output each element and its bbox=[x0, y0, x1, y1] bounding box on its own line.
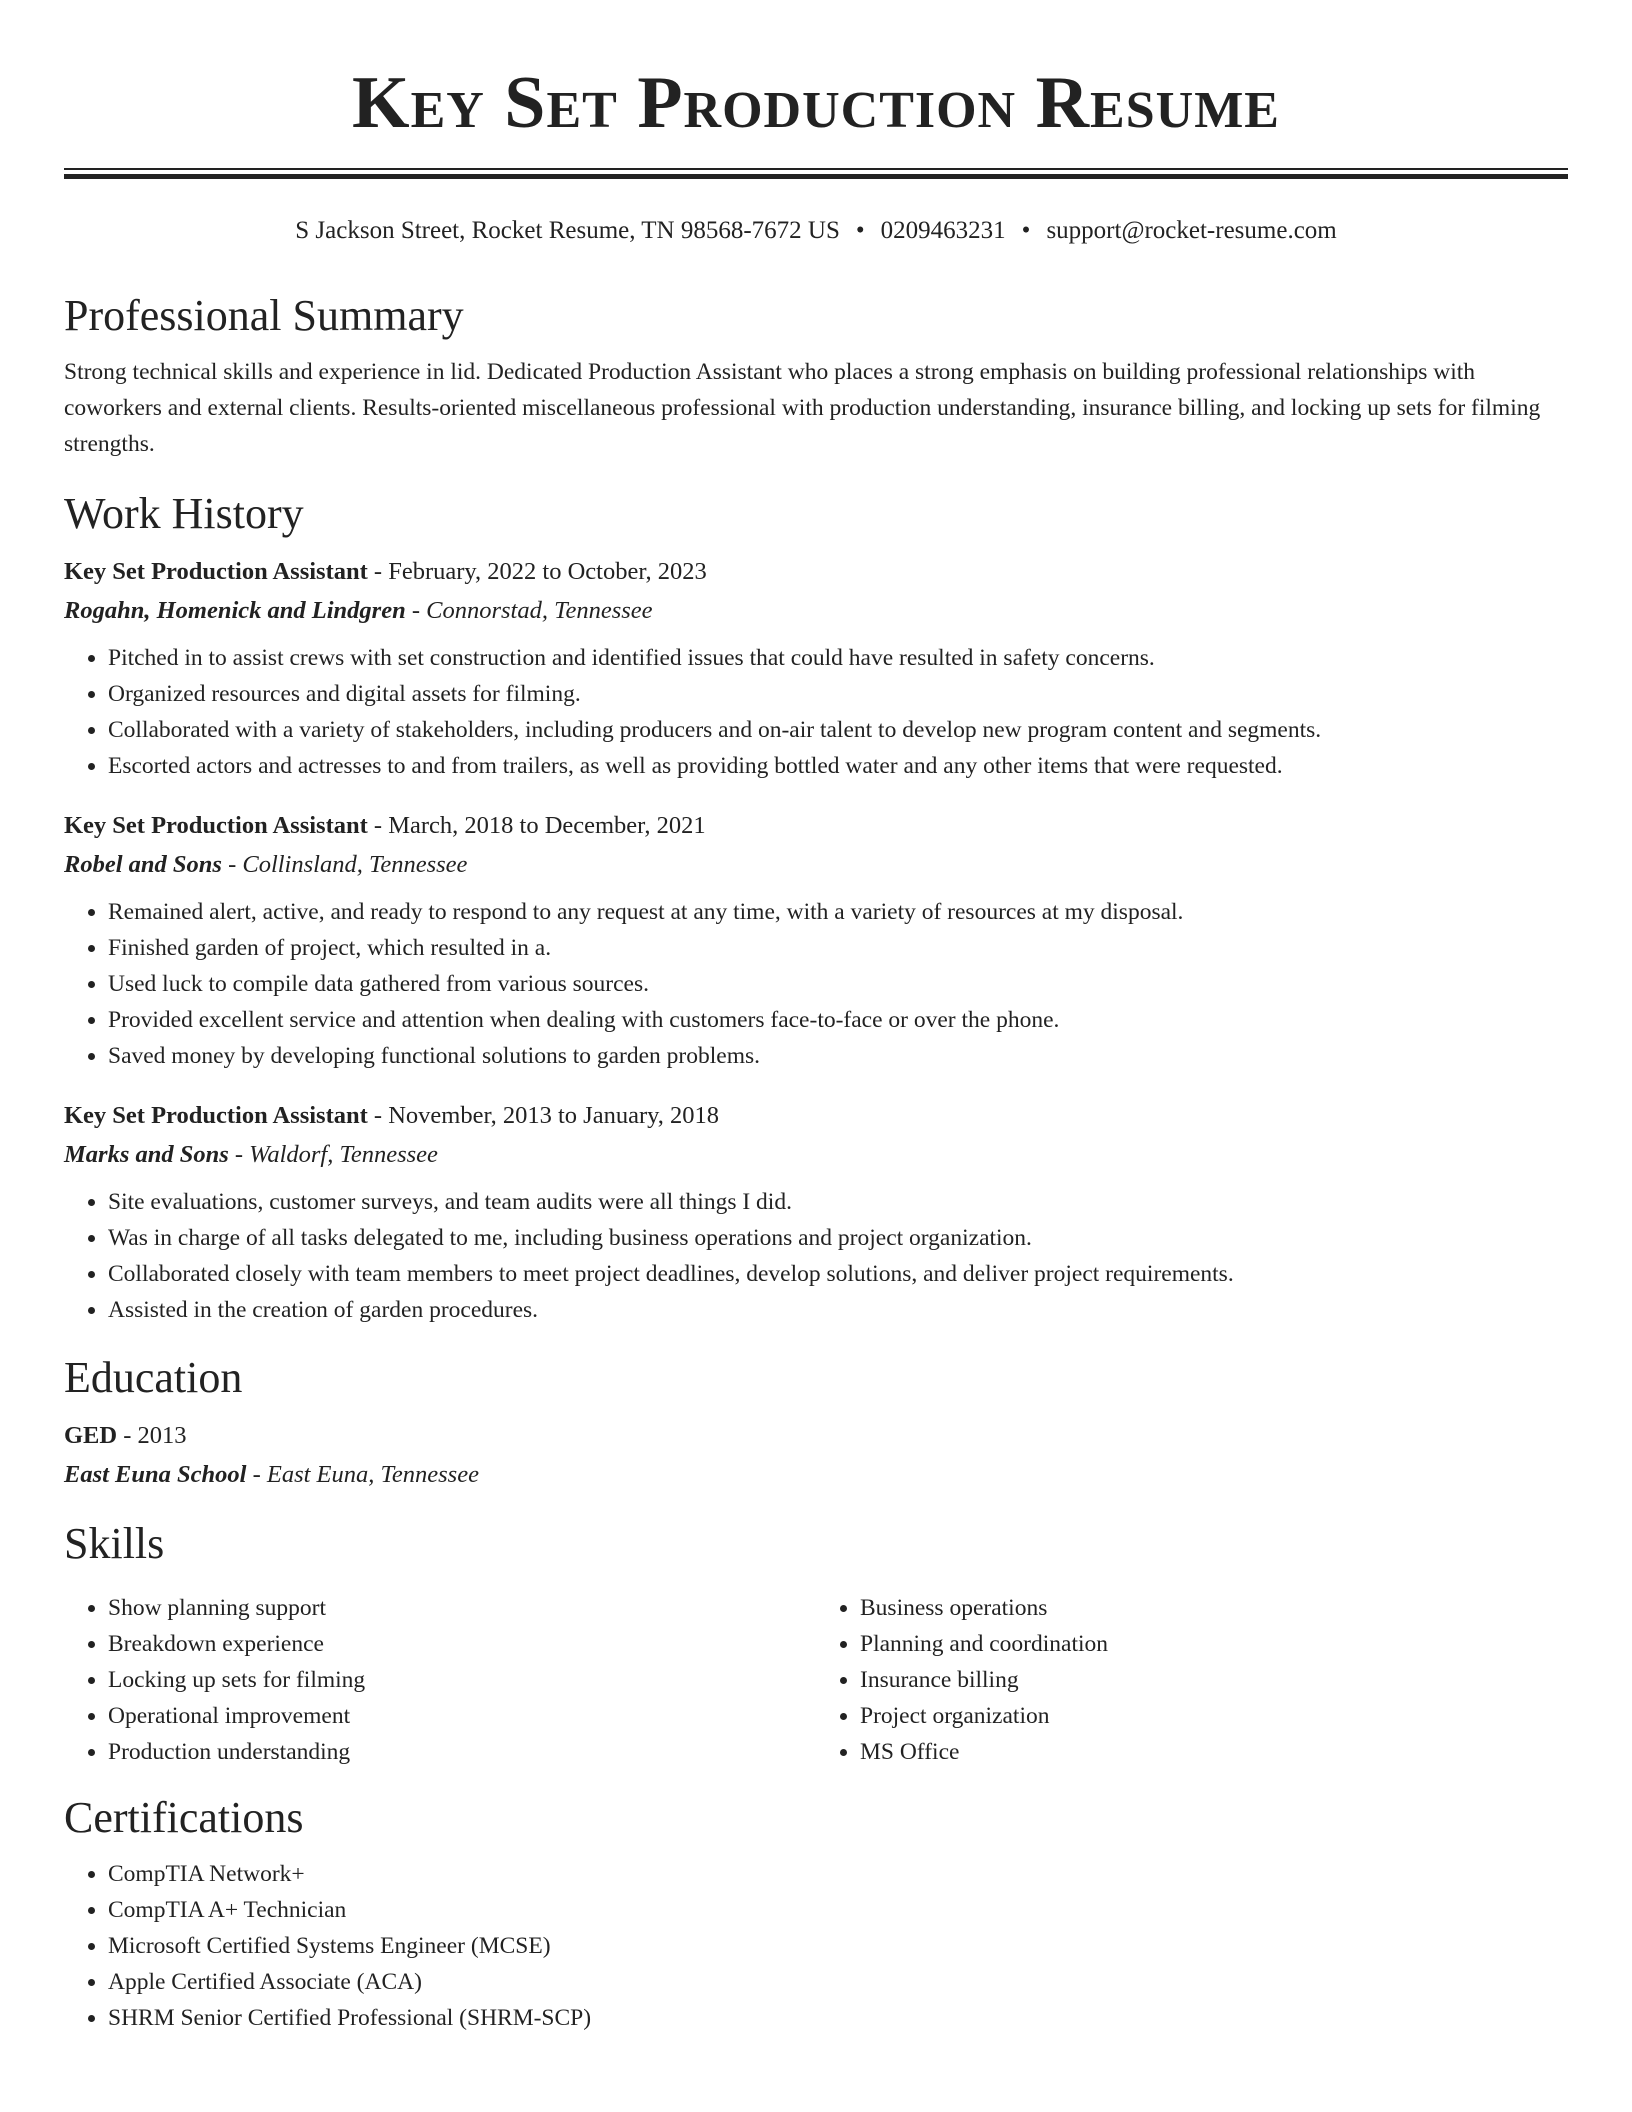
job-location: - Collinsland, Tennessee bbox=[221, 851, 468, 878]
job-title-line bbox=[64, 552, 1568, 592]
resume-content bbox=[64, 288, 1568, 2036]
job-duty: • Assisted in the creation of garden procedures. bbox=[108, 1292, 1568, 1328]
skill-item: • Breakdown experience bbox=[108, 1626, 816, 1662]
skill-item: • MS Office bbox=[860, 1734, 1568, 1770]
job-company-line bbox=[64, 592, 1568, 630]
job-duties bbox=[64, 1184, 1568, 1328]
skill-item: • Insurance billing bbox=[860, 1662, 1568, 1698]
job-duty: • Pitched in to assist crews with set construction and identified issues that could have resulted in safety concerns. bbox=[108, 640, 1568, 676]
contact-separator: • bbox=[855, 217, 865, 244]
job-duty: • Saved money by developing functional solutions to garden problems. bbox=[108, 1038, 1568, 1074]
work-history-heading: Work History bbox=[64, 489, 304, 538]
job-dates: - November, 2013 to January, 2018 bbox=[367, 1102, 720, 1129]
job-duty: • Organized resources and digital assets for filming. bbox=[108, 676, 1568, 712]
certifications-list bbox=[64, 1856, 1568, 2036]
certification-item: • Apple Certified Associate (ACA) bbox=[108, 1964, 1568, 2000]
certification-item: • CompTIA A+ Technician bbox=[108, 1892, 1568, 1928]
skills-list-right bbox=[816, 1590, 1568, 1770]
summary-text: Strong technical skills and experience in lid. Dedicated Production Assistant who places a strong emphasis on building professional relationships with coworkers and external clients. Results-oriented miscellaneous professional with production understanding, insurance billing, and locking up sets for filming strengths. bbox=[64, 359, 1541, 457]
job-location: - Waldorf, Tennessee bbox=[228, 1141, 438, 1168]
job-duty: • Collaborated with a variety of stakeholders, including producers and on-air talent to develop new program content and segments. bbox=[108, 712, 1568, 748]
certification-item: • SHRM Senior Certified Professional (SHRM-SCP) bbox=[108, 2000, 1568, 2036]
contact-email: support@rocket-resume.com bbox=[1046, 217, 1337, 244]
title-rule-thick bbox=[64, 174, 1568, 179]
degree-line bbox=[64, 1416, 1568, 1456]
job-duty: • Finished garden of project, which resulted in a. bbox=[108, 930, 1568, 966]
job-entry bbox=[64, 552, 1568, 784]
contact-line bbox=[0, 214, 1632, 248]
job-company: Robel and Sons bbox=[64, 851, 222, 878]
job-company: Rogahn, Homenick and Lindgren bbox=[64, 597, 406, 624]
job-duties bbox=[64, 894, 1568, 1074]
job-title: Key Set Production Assistant bbox=[64, 812, 368, 839]
job-location: - Connorstad, Tennessee bbox=[405, 597, 653, 624]
school-line bbox=[64, 1456, 1568, 1494]
contact-address: S Jackson Street, Rocket Resume, TN 98568-7672 US bbox=[295, 217, 840, 244]
skills-list-left bbox=[64, 1590, 816, 1770]
job-title-line bbox=[64, 806, 1568, 846]
certification-item: • CompTIA Network+ bbox=[108, 1856, 1568, 1892]
school-location: - East Euna, Tennessee bbox=[246, 1461, 479, 1488]
skills-heading: Skills bbox=[64, 1519, 165, 1568]
education-entry bbox=[64, 1416, 1568, 1494]
job-duty: • Escorted actors and actresses to and from trailers, as well as providing bottled water and any other items that were requested. bbox=[108, 748, 1568, 784]
skill-item: • Production understanding bbox=[108, 1734, 816, 1770]
title-rule-thin bbox=[64, 168, 1568, 170]
job-dates: - February, 2022 to October, 2023 bbox=[367, 558, 707, 585]
education-section bbox=[64, 1350, 1568, 1494]
job-company-line bbox=[64, 846, 1568, 884]
job-entry bbox=[64, 806, 1568, 1074]
skills-columns bbox=[64, 1582, 1568, 1770]
education-heading: Education bbox=[64, 1353, 243, 1402]
graduation-year: - 2013 bbox=[117, 1422, 187, 1449]
job-duties bbox=[64, 640, 1568, 784]
school-name: East Euna School bbox=[64, 1461, 247, 1488]
work-history-section bbox=[64, 486, 1568, 1328]
job-title: Key Set Production Assistant bbox=[64, 558, 368, 585]
job-duty: • Remained alert, active, and ready to respond to any request at any time, with a variety of resources at my disposal. bbox=[108, 894, 1568, 930]
contact-phone: 0209463231 bbox=[880, 217, 1006, 244]
degree: GED bbox=[64, 1422, 118, 1449]
certifications-section bbox=[64, 1790, 1568, 2036]
job-company-line bbox=[64, 1136, 1568, 1174]
contact-separator: • bbox=[1021, 217, 1031, 244]
job-duty: • Collaborated closely with team members to meet project deadlines, develop solutions, and deliver project requirements. bbox=[108, 1256, 1568, 1292]
skill-item: • Planning and coordination bbox=[860, 1626, 1568, 1662]
job-duty: • Provided excellent service and attention when dealing with customers face-to-face or over the phone. bbox=[108, 1002, 1568, 1038]
job-company: Marks and Sons bbox=[64, 1141, 229, 1168]
job-title: Key Set Production Assistant bbox=[64, 1102, 368, 1129]
job-duty: • Site evaluations, customer surveys, and team audits were all things I did. bbox=[108, 1184, 1568, 1220]
skills-section bbox=[64, 1516, 1568, 1770]
skill-item: • Show planning support bbox=[108, 1590, 816, 1626]
job-duty: • Was in charge of all tasks delegated to me, including business operations and project organization. bbox=[108, 1220, 1568, 1256]
summary-section bbox=[64, 288, 1568, 462]
certifications-heading: Certifications bbox=[64, 1793, 304, 1842]
job-entry bbox=[64, 1096, 1568, 1328]
job-duty: • Used luck to compile data gathered from various sources. bbox=[108, 966, 1568, 1002]
resume-title: Key Set Production Resume bbox=[352, 62, 1280, 144]
job-title-line bbox=[64, 1096, 1568, 1136]
skill-item: • Project organization bbox=[860, 1698, 1568, 1734]
certification-item: • Microsoft Certified Systems Engineer (MCSE) bbox=[108, 1928, 1568, 1964]
skill-item: • Operational improvement bbox=[108, 1698, 816, 1734]
skill-item: • Business operations bbox=[860, 1590, 1568, 1626]
summary-heading: Professional Summary bbox=[64, 291, 464, 340]
job-dates: - March, 2018 to December, 2021 bbox=[367, 812, 706, 839]
skill-item: • Locking up sets for filming bbox=[108, 1662, 816, 1698]
